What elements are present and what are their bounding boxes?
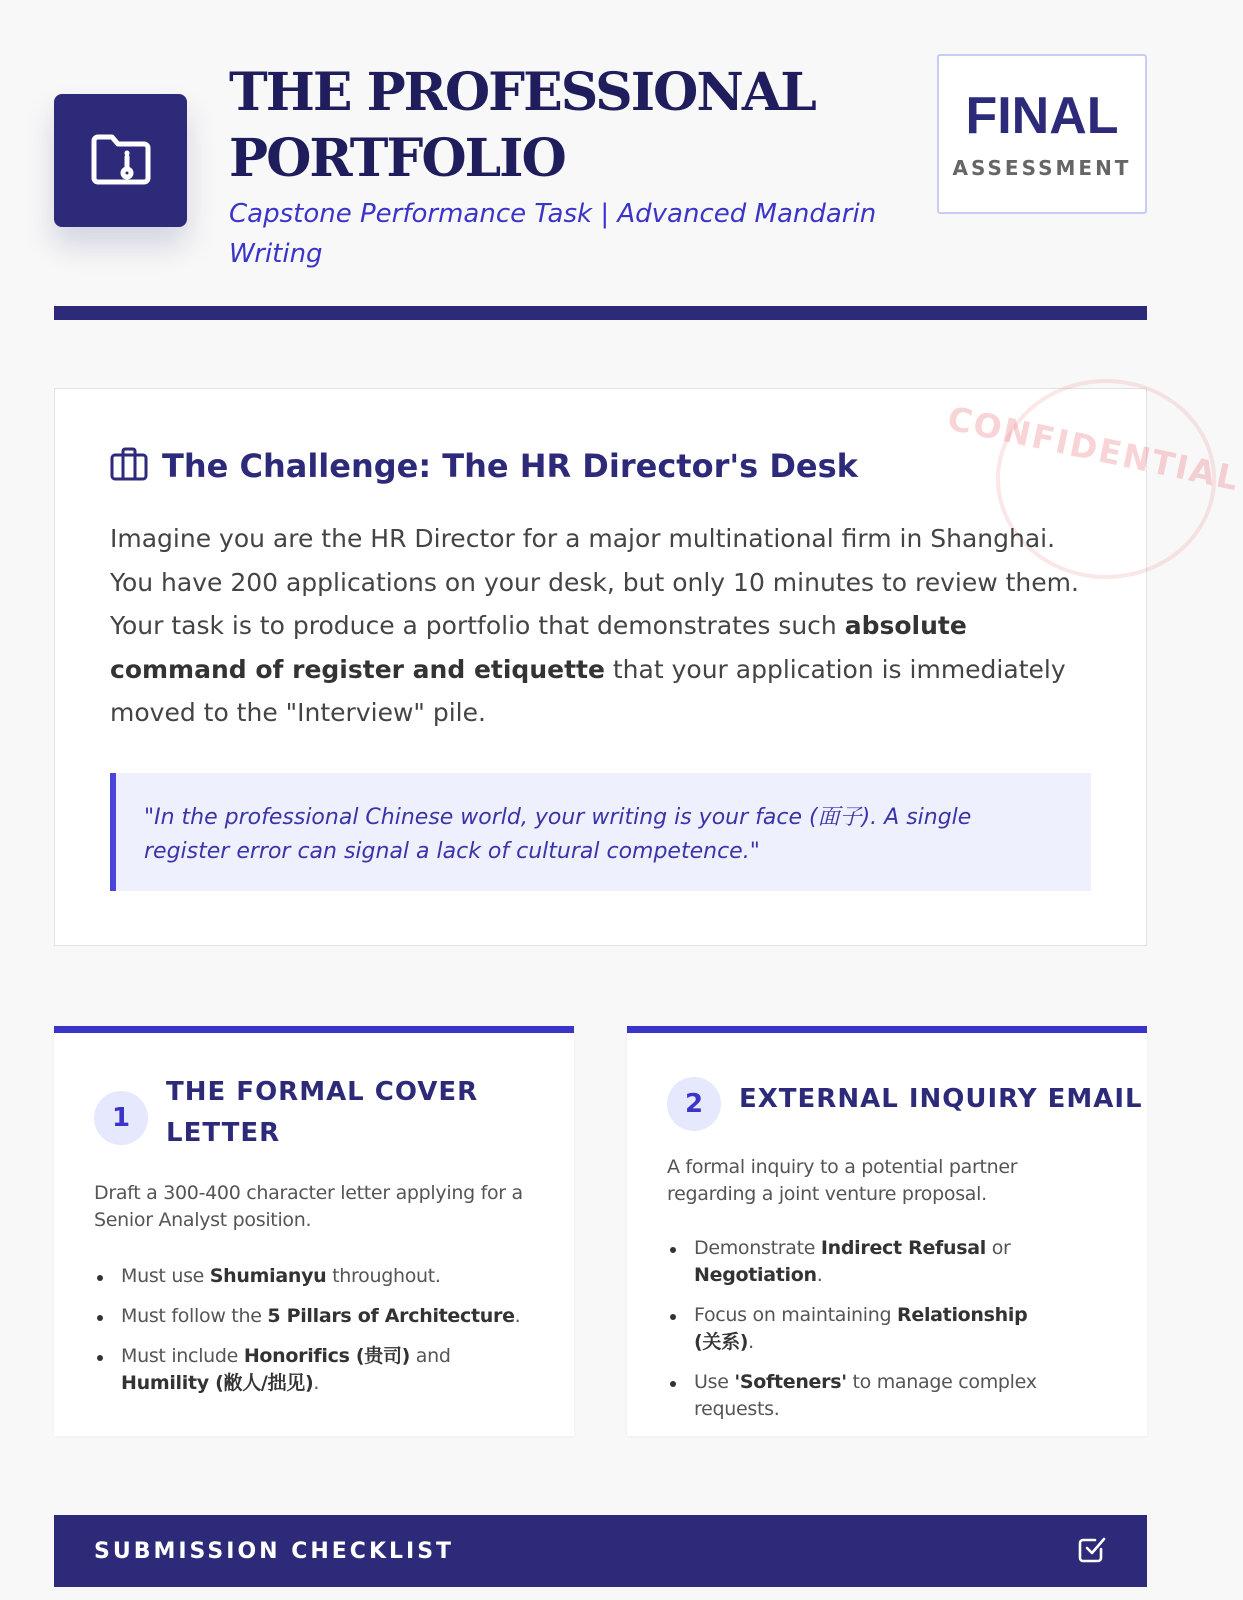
task-card-cover-letter [54,1026,574,1436]
task-number-badge: 1 [94,1091,148,1145]
page-header [54,0,1147,320]
badge-main-label: FINAL [965,87,1119,145]
task-card-inquiry-email [627,1026,1147,1436]
list-item: Focus on maintaining Relationship (关系). [667,1302,1047,1356]
list-item: Must follow the 5 Pillars of Architecture. [94,1303,534,1330]
briefcase-icon [110,447,148,485]
page-title-line-1: THE PROFESSIONAL [229,62,815,123]
list-item: Demonstrate Indirect Refusal or Negotiation. [667,1235,1047,1289]
challenge-card [54,388,1243,946]
assessment-badge [937,54,1147,214]
task-number-badge: 2 [667,1077,721,1131]
badge-sub-label: ASSESSMENT [952,156,1132,180]
challenge-text-emphasis: absolute command of register and etiquette [110,611,967,684]
folder-key-icon [89,129,153,193]
page-title [229,60,929,192]
challenge-text-2: that your application is immediately moved to the "Interview" pile. [110,654,1066,727]
task-description: A formal inquiry to a potential partner regarding a joint venture proposal. [667,1156,1018,1205]
logo [54,94,187,227]
task-requirements [94,1263,534,1410]
page-title-line-2: PORTFOLIO [229,128,565,189]
challenge-title: The Challenge: The HR Director's Desk [162,447,858,485]
header-divider [54,306,1147,320]
challenge-heading [110,447,858,485]
checkbox-icon[interactable] [1077,1534,1107,1568]
list-item: Must include Honorifics (贵司) and Humility (敝人/拙见). [94,1343,534,1397]
challenge-quote: "In the professional Chinese world, your writing is your face (面子). A single register error can signal a lack of cultural competence." [110,773,1091,891]
task-requirements [667,1235,1047,1436]
list-item: Use 'Softeners' to manage complex requests. [667,1369,1047,1423]
page-subtitle: Capstone Performance Task | Advanced Mandarin Writing [229,199,877,269]
task-title: THE FORMAL COVER LETTER [166,1077,479,1148]
checklist-title: SUBMISSION CHECKLIST [94,1538,455,1564]
submission-checklist-bar[interactable] [54,1515,1147,1587]
challenge-text-1: Imagine you are the HR Director for a major multinational firm in Shanghai. You have 200 applications on your desk, but only 10 minutes to review them. Your task is to produce a portfolio that demonstrates such [110,524,1079,640]
task-description: Draft a 300-400 character letter applying for a Senior Analyst position. [94,1182,523,1231]
challenge-description [110,517,1090,735]
confidential-stamp-text: CONFIDENTIAL [944,398,1243,499]
task-title: EXTERNAL INQUIRY EMAIL [739,1084,1143,1114]
list-item: Must use Shumianyu throughout. [94,1263,534,1290]
